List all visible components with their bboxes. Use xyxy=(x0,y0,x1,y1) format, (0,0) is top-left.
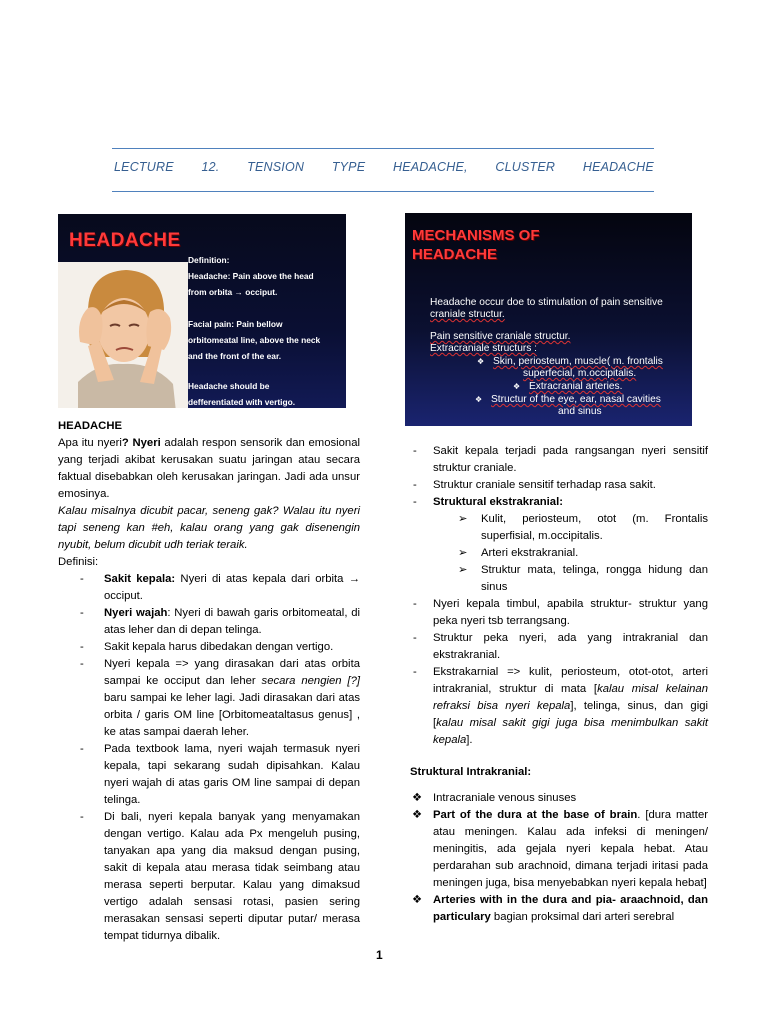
diamond-list-item: ❖ Arteries with in the dura and pia- araachnoid, dan particulary bagian proksimal dari arteri serebral xyxy=(412,894,708,923)
definition-line: Headache: Pain above the head xyxy=(188,271,314,281)
title-word: CLUSTER xyxy=(495,160,556,174)
list-item: - Struktur peka nyeri, ada yang intrakranial dan ekstrakranial. xyxy=(413,632,708,661)
dash-marker: - xyxy=(80,607,84,619)
slide-title: MECHANISMS OF HEADACHE xyxy=(412,227,540,263)
definition-line: from orbita → occiput. xyxy=(188,287,278,297)
list-item: - Sakit kepala: Nyeri di atas kepala dari orbita → occiput. xyxy=(80,573,360,602)
arrow-bullet-icon: ➢ xyxy=(458,547,468,559)
diamond-bullet-icon: ❖ xyxy=(412,894,423,906)
slide-bullet: ❖ Structur of the eye, ear, nasal cavities xyxy=(475,394,661,405)
dash-marker: - xyxy=(80,811,84,823)
sub-list-item: ➢ Struktur mata, telinga, rongga hidung dan sinus xyxy=(458,564,708,593)
title-word: TENSION xyxy=(247,160,305,174)
list-item: - Nyeri kepala => yang dirasakan dari atas orbita sampai ke occiput dan leher secara nengien [?] baru sampai ke leher lagi. Jadi dirasakan dari atas orbita / garis OM line [Orbitomeataltasus genus] , ke atas sampai daerah leher. xyxy=(80,658,360,738)
list-item: - Struktur craniale sensitif terhadap rasa sakit. xyxy=(410,477,708,494)
woman-with-headache-illustration xyxy=(58,262,188,408)
diamond-icon: ❖ xyxy=(477,357,485,366)
list-item: - Sakit kepala harus dibedakan dengan vertigo. xyxy=(58,639,360,656)
dash-marker: - xyxy=(413,445,417,457)
diamond-bullet-icon: ❖ xyxy=(412,792,423,804)
slide-paragraph: Headache occur doe to stimulation of pain sensitive xyxy=(430,297,663,308)
definisi-label: Definisi: xyxy=(58,556,99,568)
title-word: 12. xyxy=(201,160,220,174)
list-item: - Pada textbook lama, nyeri wajah termasuk nyeri kepala, tapi sekarang sudah dipisahkan. Kalau nyeri wajah di atas garis OM line sampai di depan telinga. xyxy=(80,743,360,806)
definition-line: Headache should be xyxy=(188,381,270,391)
list-item: - Di bali, nyeri kepala banyak yang menyamakan dengan vertigo. Kalau ada Px mengeluh pusing, tanyakan apa yang dia maksud dengan pusing, sakit di kepala atau merasa tidak seimbang atau merasa seperti berputar. Kalau yang dimaksud vertigo adalah sensasi rotasi, pasien sering merasakan sensasi seperti diputar putar/ merasa tempat tidurnya dibalik. xyxy=(80,811,360,942)
dash-marker: - xyxy=(413,479,417,491)
definition-paragraph: Apa itu nyeri? Nyeri adalah respon sensorik dan emosional yang terjadi akibat kerusakan suatu jaringan atau secara faktual disebabkan oleh kerusakan jaringan. Jadi ada unsur emosinya. xyxy=(58,437,361,500)
definition-line: and the front of the ear. xyxy=(188,351,282,361)
dash-marker: - xyxy=(413,666,417,678)
dash-marker: - xyxy=(80,573,84,585)
definition-line: orbitomeatal line, above the neck xyxy=(188,335,321,345)
diamond-icon: ❖ xyxy=(513,382,521,391)
definition-line: defferentiated with vertigo. xyxy=(188,397,296,407)
dash-marker: - xyxy=(80,658,84,670)
headache-slide xyxy=(58,214,346,408)
section-heading: HEADACHE xyxy=(58,420,123,432)
diamond-icon: ❖ xyxy=(475,395,483,404)
header-rule-bottom xyxy=(112,191,654,192)
list-item: - Nyeri kepala timbul, apabila struktur- struktur yang peka nyeri tsb terrangsang. xyxy=(413,598,708,627)
arrow-bullet-icon: ➢ xyxy=(458,513,468,525)
header-rule-top xyxy=(112,148,654,149)
diamond-bullet-icon: ❖ xyxy=(412,809,423,821)
mechanisms-slide xyxy=(405,213,692,426)
dash-marker: - xyxy=(413,632,417,644)
list-item: - Nyeri wajah: Nyeri di bawah garis orbitomeatal, di atas leher dan di depan telinga. xyxy=(80,607,360,636)
arrow-bullet-icon: ➢ xyxy=(458,564,468,576)
slide-bullet: ❖ Extracranial arteries. xyxy=(513,381,623,392)
slide-bullet: ❖ Skin, periosteum, muscle( m. frontalis xyxy=(477,356,663,367)
dash-marker: - xyxy=(80,641,84,653)
slide-bullet-cont: superfecial, m.occipitalis. xyxy=(523,368,637,379)
sub-list-item: ➢ Arteri ekstrakranial. xyxy=(410,545,708,562)
dash-marker: - xyxy=(80,743,84,755)
slide-paragraph: Extracraniale structurs : xyxy=(430,343,538,354)
slide-bullet-cont: and sinus xyxy=(558,406,602,417)
left-column xyxy=(58,418,360,945)
intrakranial-heading: Struktural Intrakranial: xyxy=(410,766,532,778)
definition-line: Definition: xyxy=(188,255,230,265)
dash-marker: - xyxy=(413,496,417,508)
page-number: 1 xyxy=(376,948,383,962)
slide-paragraph: craniale structur. xyxy=(430,309,505,320)
lecture-title xyxy=(114,160,654,174)
title-word: LECTURE xyxy=(114,160,174,174)
title-word: HEADACHE xyxy=(582,160,654,174)
list-item: - Ekstrakarnial => kulit, periosteum, otot-otot, arteri intrakranial, struktur di mata [kalau misal kelainan refraksi bisa nyeri kepala], telinga, sinus, dan gigi [kalau misal sakit gigi juga bisa menimbulkan sakit kepala]. xyxy=(413,666,708,746)
slide-paragraph: Pain sensitive craniale structur. xyxy=(430,331,571,342)
diamond-list-item: ❖ Part of the dura at the base of brain. [dura matter atau meningen. Kalau ada infeksi di meningen/ meningitis, ada gejala nyeri kepala hebat. Atau perdarahan sub arachnoid, dimana terjadi iritasi pada meningen juga, bisa menyebabkan nyeri kepala hebat] xyxy=(412,809,708,889)
italic-note: Kalau misalnya dicubit pacar, seneng gak? Walau itu nyeri tapi seneng kan #eh, kalau orang yang gak disenengin nyubit, belum dicubit udh teriak teraik. xyxy=(58,505,360,551)
diamond-list-item: ❖ Intracraniale venous sinuses xyxy=(410,790,708,807)
slide-title: HEADACHE xyxy=(69,230,181,251)
title-word: TYPE xyxy=(331,160,366,174)
list-item: - Struktural ekstrakranial: xyxy=(410,494,708,511)
list-item: - Sakit kepala terjadi pada rangsangan nyeri sensitif struktur craniale. xyxy=(413,445,708,474)
definition-line: Facial pain: Pain bellow xyxy=(188,319,283,329)
title-word: HEADACHE, xyxy=(392,160,468,174)
right-column xyxy=(410,443,708,926)
dash-marker: - xyxy=(413,598,417,610)
sub-list-item: ➢ Kulit, periosteum, otot (m. Frontalis superfisial, m.occipitalis. xyxy=(458,513,708,542)
